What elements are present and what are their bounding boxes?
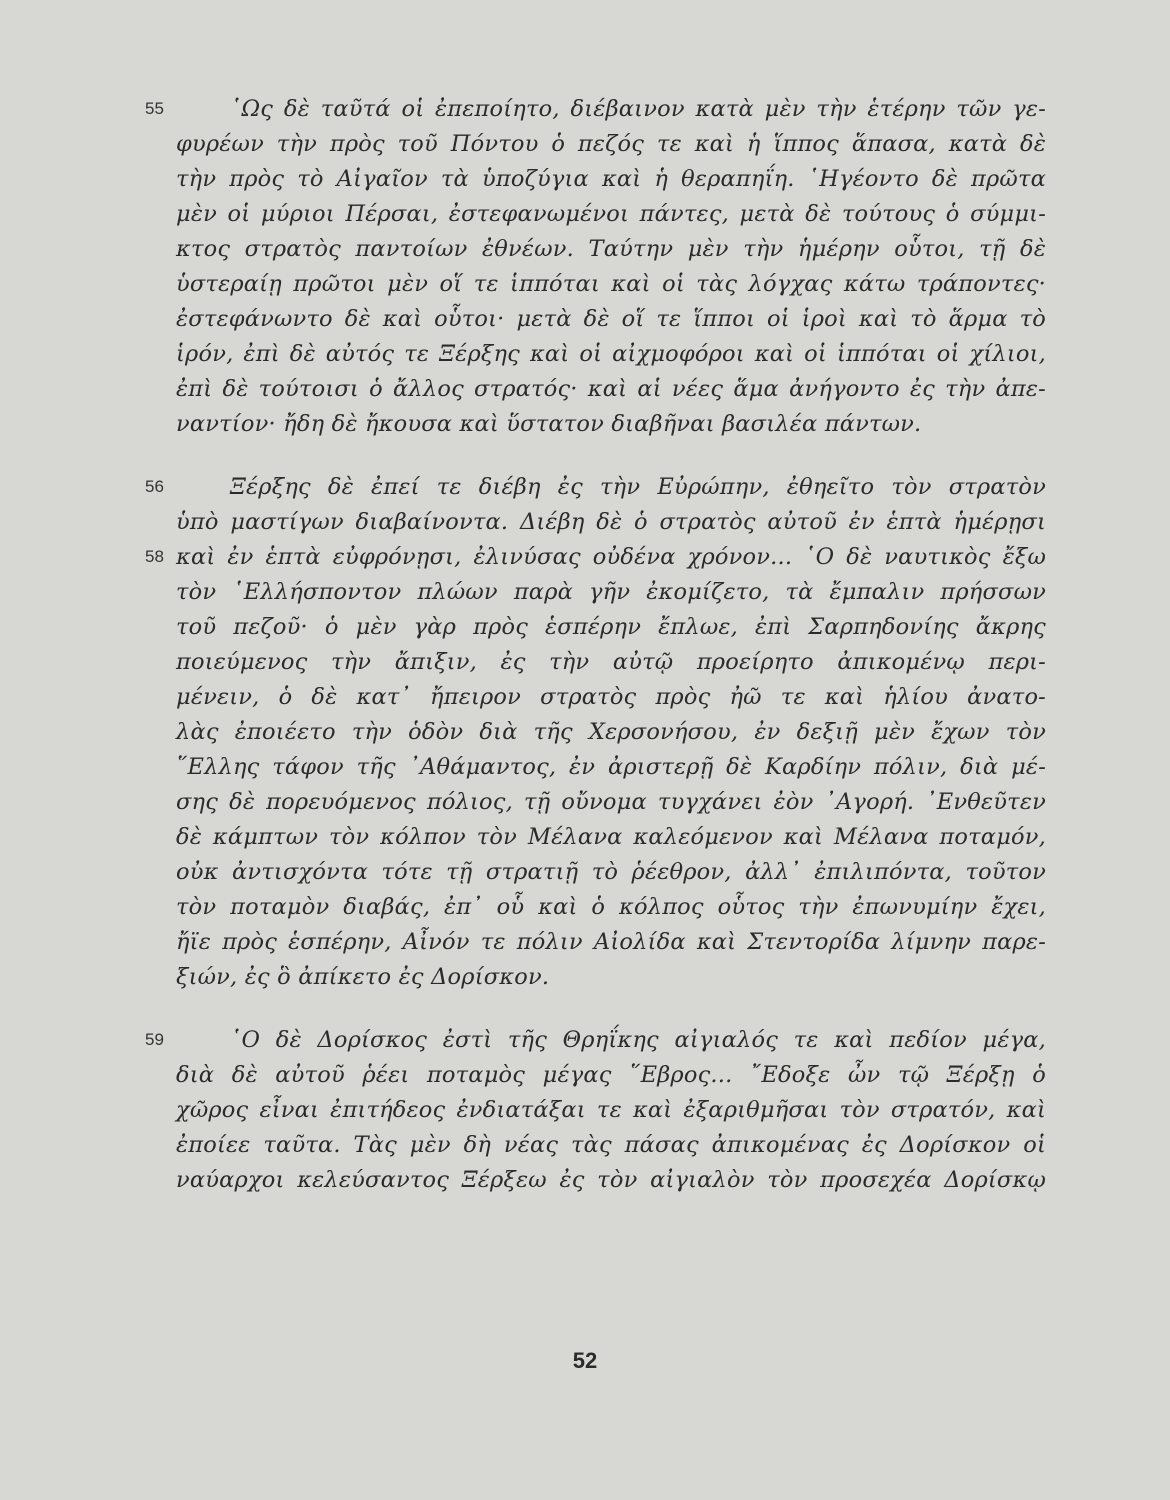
text-line: ναντίον· ἤδη δὲ ἤκουσα καὶ ὕστατον διαβῆναι βασιλέα πάντων. bbox=[176, 411, 922, 437]
text-line: φυρέων τὴν πρὸς τοῦ Πόντου ὁ πεζός τε καὶ ἡ ἵππος ἅπασα, κατὰ δὲ bbox=[176, 131, 1046, 157]
text-line: οὐκ ἀντισχόντα τότε τῇ στρατιῇ τὸ ῥέεθρον, ἀλλ᾽ ἐπιλιπόντα, τοῦτον bbox=[176, 859, 1046, 885]
text-line: τὸν ποταμὸν διαβάς, ἐπ᾽ οὗ καὶ ὁ κόλπος οὗτος τὴν ἐπωνυμίην ἔχει, bbox=[176, 894, 1046, 920]
text-line: ἐστεφάνωντο δὲ καὶ οὗτοι· μετὰ δὲ οἵ τε ἵπποι οἱ ἱροὶ καὶ τὸ ἅρμα τὸ bbox=[176, 306, 1046, 332]
section-number-58: 58 bbox=[145, 547, 164, 566]
text-line: τοῦ πεζοῦ· ὁ μὲν γὰρ πρὸς ἑσπέρην ἔπλωε, ἐπὶ Σαρπηδονίης ἄκρης bbox=[176, 614, 1046, 640]
text-line: λὰς ἐποιέετο τὴν ὁδὸν διὰ τῆς Χερσονήσου, ἐν δεξιῇ μὲν ἔχων τὸν bbox=[176, 719, 1046, 745]
text-line: δὲ κάμπτων τὸν κόλπον τὸν Μέλανα καλεόμενον καὶ Μέλανα ποταμόν, bbox=[176, 824, 1046, 850]
section-number-59: 59 bbox=[145, 1030, 164, 1049]
text-line: ῾Ως δὲ ταῦτά οἱ ἐπεποίητο, διέβαινον κατὰ μὲν τὴν ἑτέρην τῶν γε- bbox=[230, 96, 1046, 122]
text-line: διὰ δὲ αὐτοῦ ῥέει ποταμὸς μέγας ῞Εβρος... ῎Εδοξε ὦν τῷ Ξέρξῃ ὁ bbox=[176, 1062, 1046, 1088]
section-number-56: 56 bbox=[145, 477, 164, 496]
text-line: ἤϊε πρὸς ἑσπέρην, Αἶνόν τε πόλιν Αἰολίδα καὶ Στεντορίδα λίμνην παρε- bbox=[176, 929, 1046, 955]
text-line: καὶ ἐν ἑπτὰ εὐφρόνῃσι, ἐλινύσας οὐδένα χρόνον... ῾Ο δὲ ναυτικὸς ἔξω bbox=[176, 544, 1046, 570]
text-line: ναύαρχοι κελεύσαντος Ξέρξεω ἐς τὸν αἰγιαλὸν τὸν προσεχέα Δορίσκῳ bbox=[176, 1167, 1046, 1193]
text-line: τὸν ῾Ελλήσποντον πλώων παρὰ γῆν ἐκομίζετο, τὰ ἔμπαλιν πρήσσων bbox=[176, 579, 1046, 605]
text-line: ξιών, ἐς ὃ ἀπίκετο ἐς Δορίσκον. bbox=[176, 964, 550, 990]
text-line: ῞Ελλης τάφον τῆς ᾿Αθάμαντος, ἐν ἀριστερῇ δὲ Καρδίην πόλιν, διὰ μέ- bbox=[176, 754, 1046, 780]
text-line: ὑπὸ μαστίγων διαβαίνοντα. Διέβη δὲ ὁ στρατὸς αὐτοῦ ἐν ἑπτὰ ἡμέρῃσι bbox=[176, 509, 1046, 535]
text-line: χῶρος εἶναι ἐπιτήδεος ἐνδιατάξαι τε καὶ ἐξαριθμῆσαι τὸν στρατόν, καὶ bbox=[176, 1097, 1046, 1123]
text-line: μένειν, ὁ δὲ κατ᾽ ἤπειρον στρατὸς πρὸς ἠῶ τε καὶ ἡλίου ἀνατο- bbox=[176, 684, 1046, 710]
text-line: τὴν πρὸς τὸ Αἰγαῖον τὰ ὑποζύγια καὶ ἡ θεραπηΐη. ῾Ηγέοντο δὲ πρῶτα bbox=[176, 166, 1046, 192]
text-line: Ξέρξης δὲ ἐπεί τε διέβη ἐς τὴν Εὐρώπην, ἐθηεῖτο τὸν στρατὸν bbox=[230, 474, 1046, 500]
text-line: σης δὲ πορευόμενος πόλιος, τῇ οὔνομα τυγχάνει ἐὸν ᾿Αγορή. ᾿Ενθεῦτεν bbox=[176, 789, 1046, 815]
text-line: ῾Ο δὲ Δορίσκος ἐστὶ τῆς Θρηΐκης αἰγιαλός τε καὶ πεδίον μέγα, bbox=[230, 1027, 1046, 1053]
text-line: μὲν οἱ μύριοι Πέρσαι, ἐστεφανωμένοι πάντες, μετὰ δὲ τούτους ὁ σύμμι- bbox=[176, 201, 1046, 227]
section-number-55: 55 bbox=[145, 99, 164, 118]
text-line: ἱρόν, ἐπὶ δὲ αὐτός τε Ξέρξης καὶ οἱ αἰχμοφόροι καὶ οἱ ἱππόται οἱ χίλιοι, bbox=[176, 341, 1046, 367]
page-number: 52 bbox=[572, 1348, 598, 1373]
text-line: ὑστεραίῃ πρῶτοι μὲν οἵ τε ἱππόται καὶ οἱ τὰς λόγχας κάτω τράποντες· bbox=[176, 271, 1046, 297]
text-line: ἐπὶ δὲ τούτοισι ὁ ἄλλος στρατός· καὶ αἱ νέες ἅμα ἀνήγοντο ἐς τὴν ἀπε- bbox=[176, 376, 1046, 402]
text-line: ποιεύμενος τὴν ἄπιξιν, ἐς τὴν αὐτῷ προείρητο ἀπικομένῳ περι- bbox=[176, 649, 1046, 675]
text-line: κτος στρατὸς παντοίων ἐθνέων. Ταύτην μὲν τὴν ἡμέρην οὗτοι, τῇ δὲ bbox=[176, 236, 1046, 262]
text-line: ἐποίεε ταῦτα. Τὰς μὲν δὴ νέας τὰς πάσας ἀπικομένας ἐς Δορίσκον οἱ bbox=[176, 1132, 1046, 1158]
